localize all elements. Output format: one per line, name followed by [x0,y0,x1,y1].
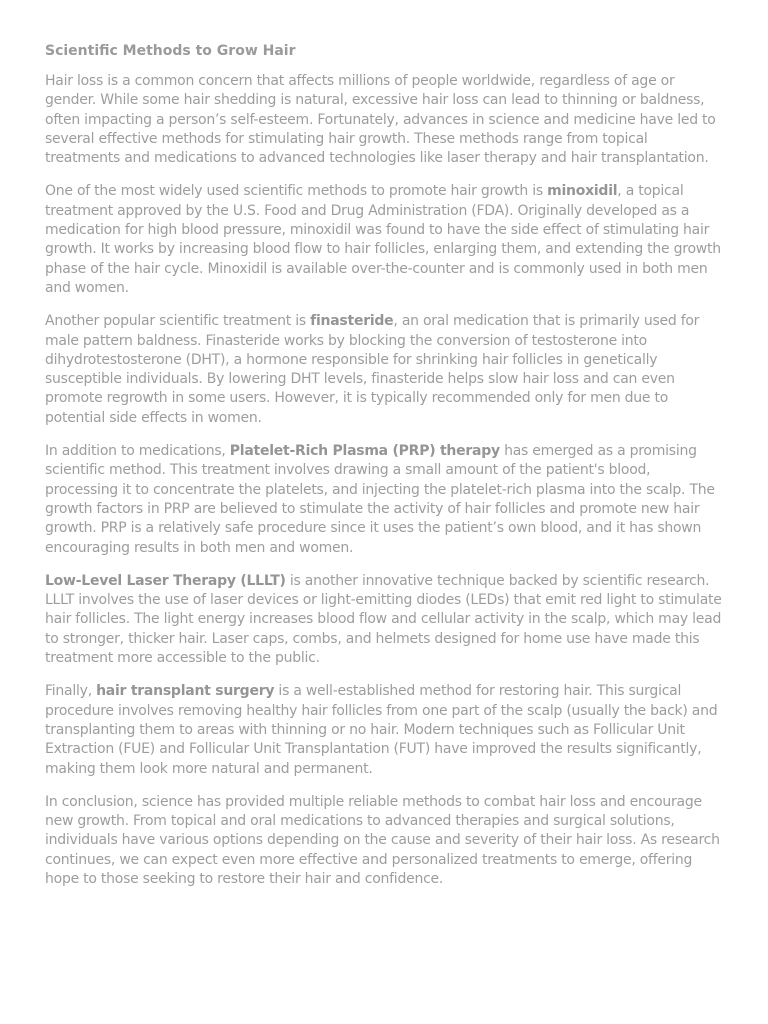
paragraph-text: , a topical treatment approved by the U.S. Food and Drug Administration (FDA). Originally developed as a medication for high blood pressure, minoxidil was found to have the side effect of stimulating hair growth. It works by increasing blood flow to hair follicles, enlarging them, and extending the growth phase of the hair cycle. Minoxidil is available over-the-counter and is commonly used in both men and women. [45,183,721,296]
paragraph-text: has emerged as a promising scientific method. This treatment involves drawing a small amount of the patient's blood, processing it to concentrate the platelets, and injecting the platelet-rich plasma into the scalp. The growth factors in PRP are believed to stimulate the activity of hair follicles and promote new hair growth. PRP is a relatively safe procedure since it uses the patient’s own blood, and it has shown encouraging results in both men and women. [45,443,715,556]
paragraph-text: is a well-established method for restoring hair. This surgical procedure involves removing healthy hair follicles from one part of the scalp (usually the back) and transplanting them to areas with thinning or no hair. Modern techniques such as Follicular Unit Extraction (FUE) and Follicular Unit Transplantation (FUT) have improved the results significantly, making them look more natural and permanent. [45,683,718,777]
paragraph-conclusion [45,793,725,889]
document-page [45,40,725,903]
paragraph-text: One of the most widely used scientific methods to promote hair growth is [45,183,548,200]
bold-term: minoxidil [547,183,618,200]
bold-term: Low-Level Laser Therapy (LLLT) [45,572,286,589]
paragraph-text: In conclusion, science has provided multiple reliable methods to combat hair loss and encourage new growth. From topical and oral medications to advanced therapies and surgical solutions, individuals have various options depending on the cause and severity of their hair loss. As research continues, we can expect even more effective and personalized treatments to emerge, offering hope to those seeking to restore their hair and confidence. [45,793,720,887]
paragraph-text: In addition to medications, [45,443,230,460]
paragraph-text: is another innovative technique backed by scientific research. LLLT involves the use of laser devices or light-emitting diodes (LEDs) that emit red light to stimulate hair follicles. The light energy increases blood flow and cellular activity in the scalp, which may lead to stronger, thicker hair. Laser caps, combs, and helmets designed for home use have made this treatment more accessible to the public. [45,572,722,667]
paragraph-finasteride [45,312,725,428]
paragraph-text: Finally, [45,683,97,700]
paragraph-text: Hair loss is a common concern that affects millions of people worldwide, regardless of age or gender. While some hair shedding is natural, excessive hair loss can lead to thinning or baldness, often impacting a person’s self-esteem. Fortunately, advances in science and medicine have led to several effective methods for stimulating hair growth. These methods range from topical treatments and medications to advanced technologies like laser therapy and hair transplantation. [45,73,716,167]
bold-term: hair transplant surgery [96,683,275,700]
document-title: Scientific Methods to Grow Hair [45,43,296,59]
paragraph-intro [45,72,725,168]
bold-term: Platelet-Rich Plasma (PRP) therapy [229,443,500,460]
paragraph-minoxidil [45,182,725,298]
paragraph-text: , an oral medication that is primarily used for male pattern baldness. Finasteride works by blocking the conversion of testosterone into dihydrotestosterone (DHT), a hormone responsible for shrinking hair follicles in genetically susceptible individuals. By lowering DHT levels, finasteride helps slow hair loss and can even promote regrowth in some users. However, it is typically recommended only for men due to potential side effects in women. [45,313,700,426]
paragraph-prp [45,442,725,558]
paragraph-lllt [45,572,725,668]
paragraph-text: Another popular scientific treatment is [45,313,311,330]
bold-term: finasteride [310,313,394,330]
paragraph-transplant [45,682,725,778]
